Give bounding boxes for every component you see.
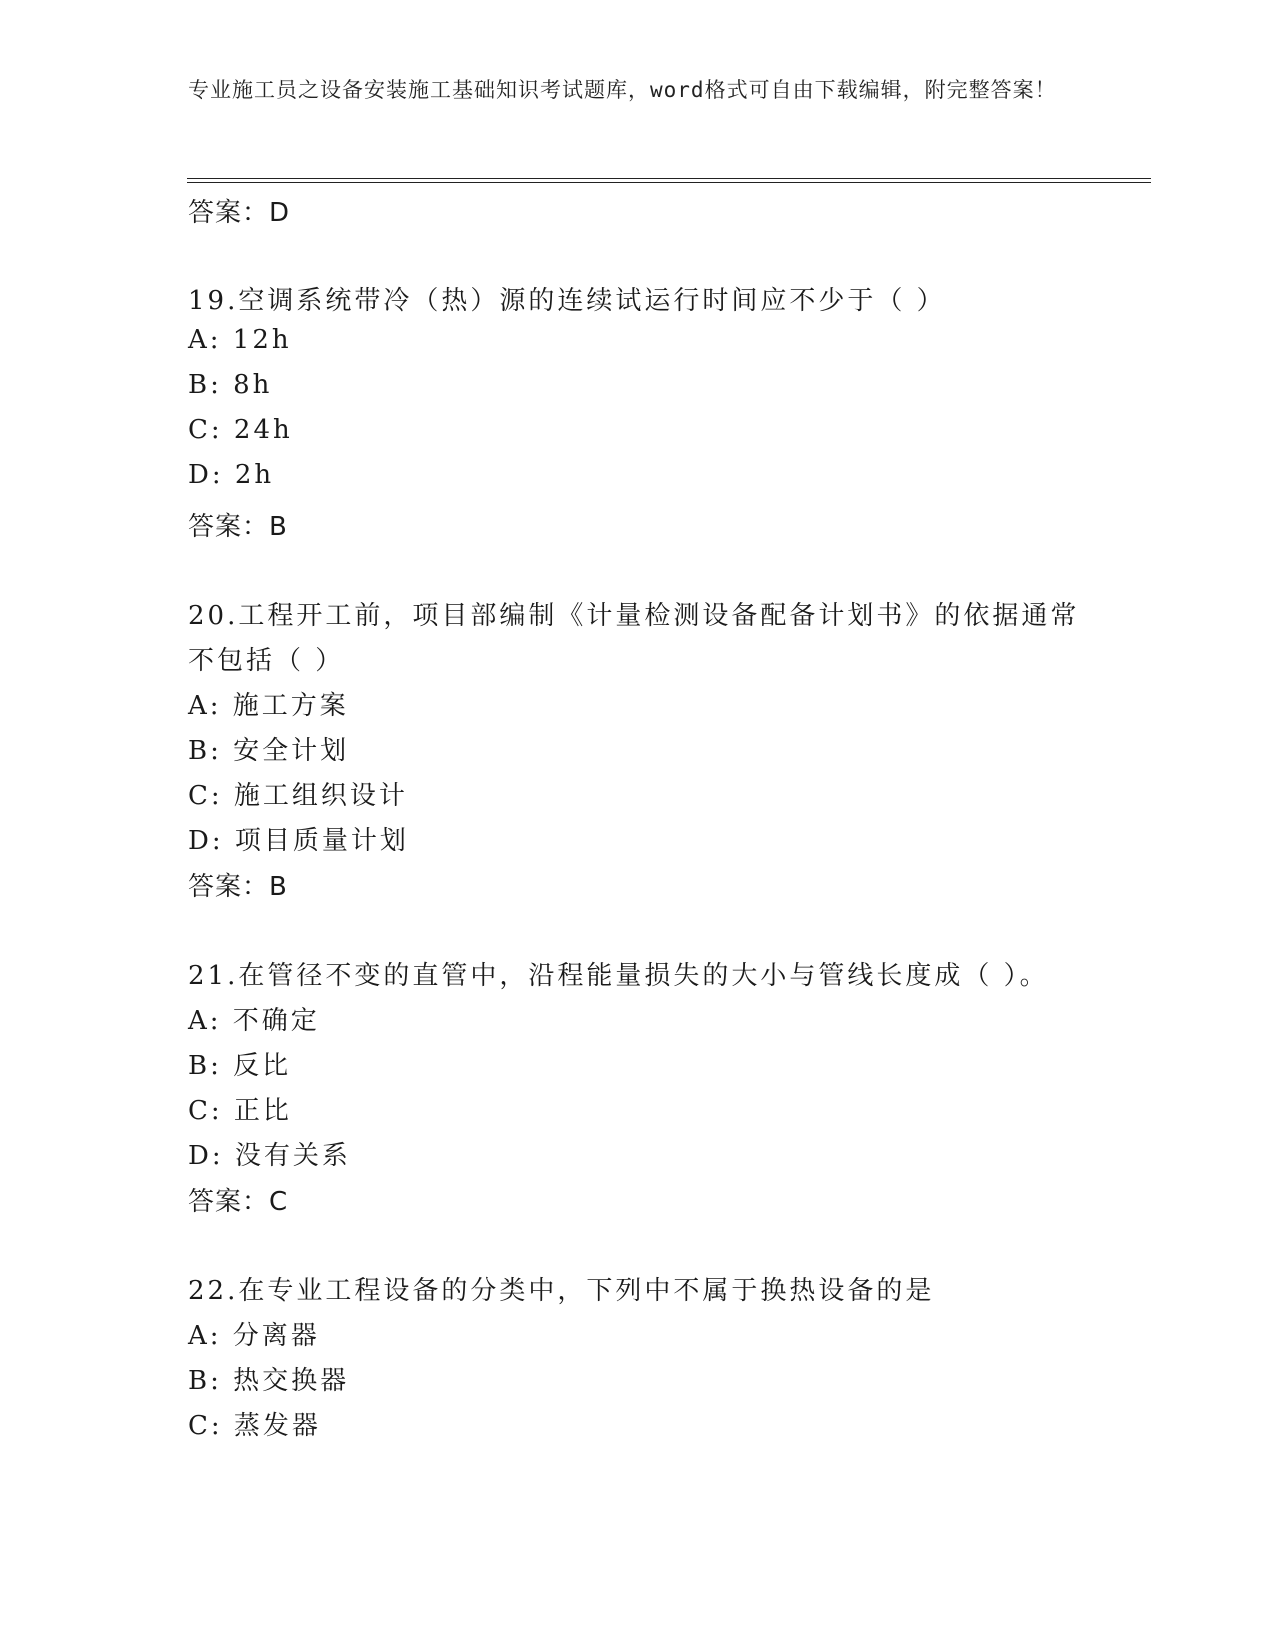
question-22-text: 22.在专业工程设备的分类中，下列中不属于换热设备的是 [188,1276,935,1306]
previous-answer: 答案：D [188,198,291,228]
question-22-option-a: A: 分离器 [188,1321,320,1351]
question-21-option-c: C: 正比 [188,1096,292,1126]
question-19-text: 19.空调系统带冷（热）源的连续试运行时间应不少于（ ） [188,286,946,316]
header-divider-bottom [187,182,1151,183]
question-21-answer: 答案：C [188,1187,289,1217]
question-21-option-a: A: 不确定 [188,1006,320,1036]
question-20-option-a: A: 施工方案 [188,691,349,721]
question-20-option-d: D: 项目质量计划 [188,826,409,856]
question-19-option-d: D: 2h [188,460,275,490]
question-20-text-line2: 不包括（ ） [188,646,345,676]
question-21-option-b: B: 反比 [188,1051,292,1081]
question-20-answer: 答案：B [188,872,288,902]
question-20-text-line1: 20.工程开工前，项目部编制《计量检测设备配备计划书》的依据通常 [188,601,1080,631]
question-22-option-b: B: 热交换器 [188,1366,350,1396]
header-divider-top [187,178,1151,179]
question-22-option-c: C: 蒸发器 [188,1411,321,1441]
question-21-text: 21.在管径不变的直管中，沿程能量损失的大小与管线长度成（ ）。 [188,961,1049,991]
question-19-answer: 答案：B [188,512,288,542]
question-19-option-c: C: 24h [188,415,293,445]
question-20-option-c: C: 施工组织设计 [188,781,408,811]
question-20-option-b: B: 安全计划 [188,736,350,766]
question-21-option-d: D: 没有关系 [188,1141,351,1171]
question-19-option-a: A: 12h [188,325,292,355]
document-header: 专业施工员之设备安装施工基础知识考试题库，word格式可自由下载编辑，附完整答案！ [188,78,1057,102]
question-19-option-b: B: 8h [188,370,273,400]
